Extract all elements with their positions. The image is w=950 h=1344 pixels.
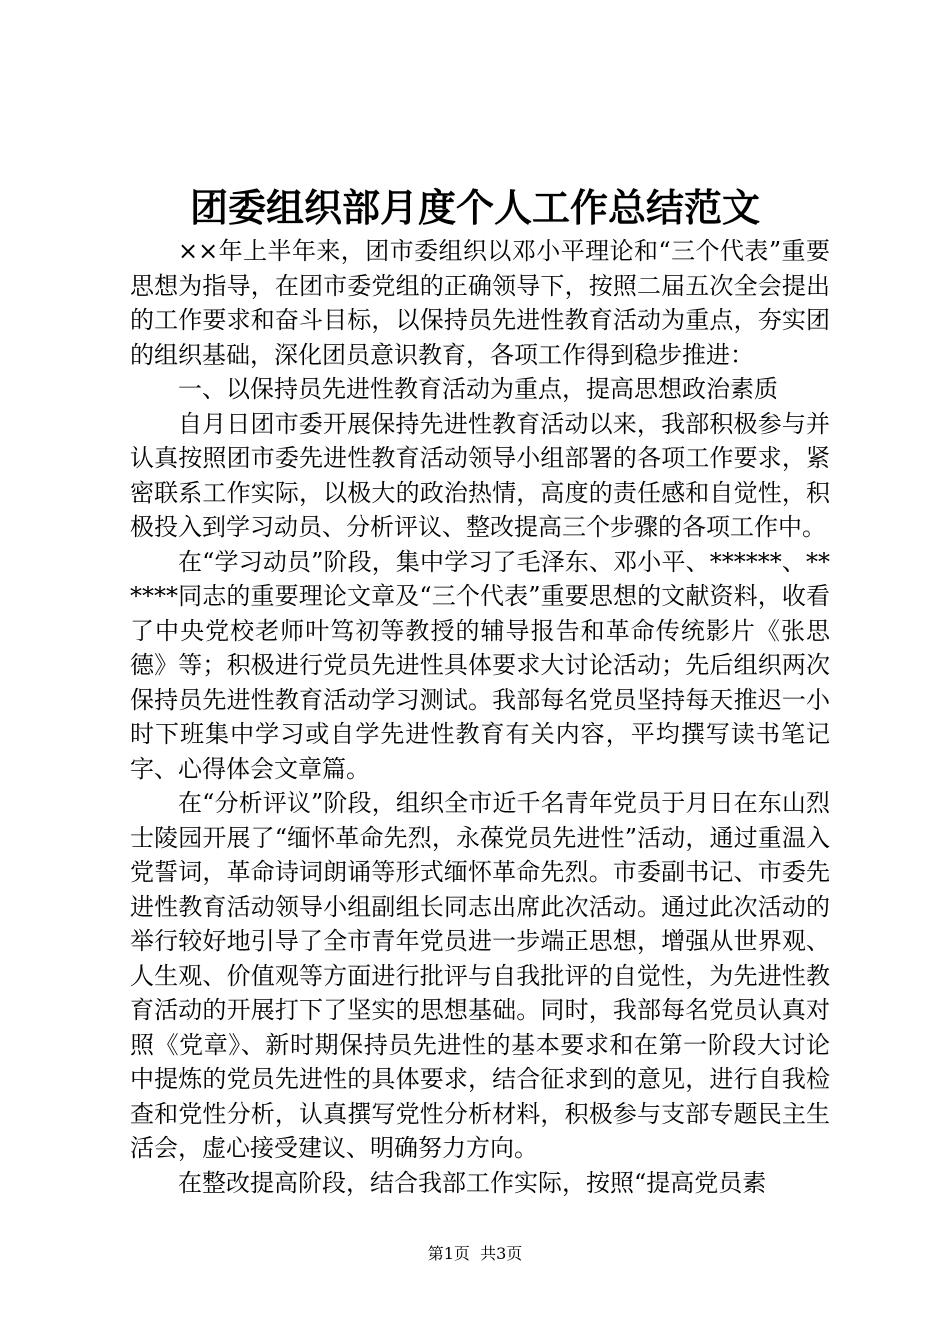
page-total: 共3页 [480, 1244, 523, 1263]
body-paragraph: 自月日团市委开展保持先进性教育活动以来，我部积极参与并认真按照团市委先进性教育活动领导小组部署的各项工作要求，紧密联系工作实际，以极大的政治热情，高度的责任感和自觉性，积极投入到学习动员、分析评议、整改提高三个步骤的各项工作中。 [130, 409, 830, 541]
document-body [130, 234, 830, 1200]
page-number: 第1页 [427, 1244, 470, 1263]
body-paragraph: 在“学习动员”阶段，集中学习了毛泽东、邓小平、******、******同志的重要理论文章及“三个代表”重要思想的文献资料，收看了中央党校老师叶笃初等教授的辅导报告和革命传统影片《张思德》等；积极进行党员先进性具体要求大讨论活动；先后组织两次保持员先进性教育活动学习测试。我部每名党员坚持每天推迟一小时下班集中学习或自学先进性教育有关内容，平均撰写读书笔记字、心得体会文章篇。 [130, 547, 830, 783]
body-paragraph: 在“分析评议”阶段，组织全市近千名青年党员于月日在东山烈士陵园开展了“缅怀革命先烈，永葆党员先进性”活动，通过重温入党誓词，革命诗词朗诵等形式缅怀革命先烈。市委副书记、市委先进性教育活动领导小组副组长同志出席此次活动。通过此次活动的举行较好地引导了全市青年党员进一步端正思想，增强从世界观、人生观、价值观等方面进行批评与自我批评的自觉性，为先进性教育活动的开展打下了坚实的思想基础。同时，我部每名党员认真对照《党章》、新时期保持员先进性的基本要求和在第一阶段大讨论中提炼的党员先进性的具体要求，结合征求到的意见，进行自我检查和党性分析，认真撰写党性分析材料，积极参与支部专题民主生活会，虚心接受建议、明确努力方向。 [130, 789, 830, 1162]
section-heading: 一、以保持员先进性教育活动为重点，提高思想政治素质 [178, 375, 778, 403]
intro-paragraph: ××年上半年来，团市委组织以邓小平理论和“三个代表”重要思想为指导，在团市委党组的正确领导下，按照二届五次全会提出的工作要求和奋斗目标，以保持员先进性教育活动为重点，夯实团的组织基础，深化团员意识教育，各项工作得到稳步推进： [130, 237, 830, 369]
document-title: 团委组织部月度个人工作总结范文 [189, 186, 760, 230]
page-footer [0, 1243, 950, 1265]
body-paragraph: 在整改提高阶段，结合我部工作实际，按照“提高党员素 [178, 1168, 767, 1197]
